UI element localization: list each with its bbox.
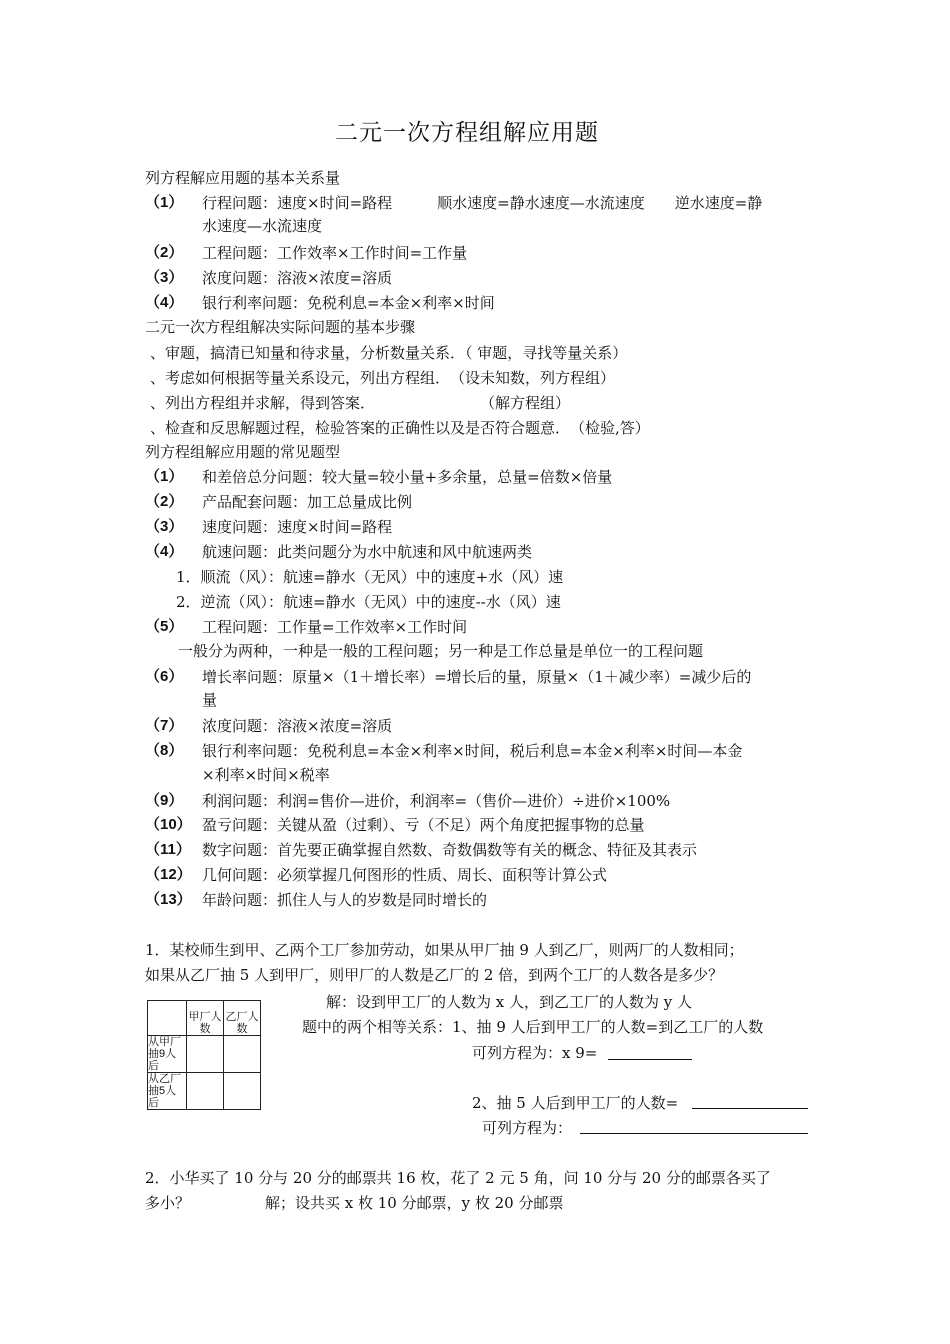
item-number: （3） — [145, 518, 184, 535]
section-heading-problem-types: 列方程组解应用题的常见题型 — [145, 443, 341, 461]
item-number: （2） — [145, 244, 184, 261]
problem1-text: 如果从乙厂抽 5 人到甲厂，则甲厂的人数是乙厂的 2 倍，到两个工厂的人数各是多少？ — [145, 966, 724, 984]
item-number: （10） — [145, 816, 192, 833]
item-number: （1） — [145, 468, 184, 485]
table-row-label: 从甲厂抽9人后 — [148, 1036, 187, 1073]
item-text-continued: 量 — [202, 691, 218, 709]
item-number: （2） — [145, 493, 184, 510]
item-text-continued: ×利率×时间×税率 — [202, 766, 330, 784]
item-text: 几何问题：必须掌握几何图形的性质、周长、面积等计算公式 — [202, 866, 608, 884]
step-text: 、列出方程组并求解，得到答案． （解方程组） — [150, 394, 571, 412]
section-heading-basic-relations: 列方程解应用题的基本关系量 — [145, 169, 341, 187]
item-text: 工程问题：工作效率×工作时间=工作量 — [202, 244, 468, 262]
table-answer-cell[interactable] — [187, 1036, 224, 1073]
problem2-text: 2．小华买了 10 分与 20 分的邮票共 16 枚，花了 2 元 5 角，问 10 分与 20 分的邮票各买了 — [145, 1169, 771, 1187]
item-text: 增长率问题：原量×（1＋增长率）=增长后的量，原量×（1＋减少率）=减少后的 — [202, 668, 752, 686]
item-text: 航速问题：此类问题分为水中航速和风中航速两类 — [202, 543, 533, 561]
table-answer-cell[interactable] — [224, 1036, 261, 1073]
item-text: 产品配套问题：加工总量成比例 — [202, 493, 413, 511]
answer-blank-line[interactable] — [580, 1133, 808, 1134]
solution-text: 解：设到甲工厂的人数为 x 人，到乙工厂的人数为 y 人 — [326, 993, 693, 1011]
note-text: 一般分为两种，一种是一般的工程问题；另一种是工作总量是单位一的工程问题 — [178, 642, 704, 660]
table-answer-cell[interactable] — [224, 1073, 261, 1110]
problem1-text: 1．某校师生到甲、乙两个工厂参加劳动，如果从甲厂抽 9 人到乙厂，则两厂的人数相同； — [145, 941, 744, 959]
item-number: （4） — [145, 543, 184, 560]
answer-blank-line[interactable] — [692, 1108, 808, 1109]
item-text: 数字问题：首先要正确掌握自然数、奇数偶数等有关的概念、特征及其表示 — [202, 841, 698, 859]
item-number: （12） — [145, 866, 192, 883]
table-corner-cell — [148, 1001, 187, 1036]
item-text: 和差倍总分问题：较大量=较小量+多余量，总量=倍数×倍量 — [202, 468, 613, 486]
equation-prompt: 可列方程为： — [482, 1119, 573, 1137]
equation-prompt: 可列方程为：x 9= — [472, 1044, 598, 1062]
item-number: （9） — [145, 792, 184, 809]
item-text: 浓度问题：溶液×浓度=溶质 — [202, 269, 393, 287]
table-row-label: 从乙厂抽5人后 — [148, 1073, 187, 1110]
sub-item-text: 2．逆流（风）：航速=静水（无风）中的速度--水（风）速 — [176, 593, 561, 611]
step-text: 、考虑如何根据等量关系设元，列出方程组． （设未知数，列方程组） — [150, 369, 616, 387]
item-number: （8） — [145, 742, 184, 759]
problem2-text: 多小？ 解；设共买 x 枚 10 分邮票，y 枚 20 分邮票 — [145, 1194, 564, 1212]
worksheet-table — [147, 1000, 261, 1110]
relation-text: 题中的两个相等关系：1、抽 9 人后到甲工厂的人数=到乙工厂的人数 — [302, 1018, 764, 1036]
table-header-cell: 甲厂人数 — [187, 1001, 224, 1036]
item-number: （6） — [145, 668, 184, 685]
item-number: （4） — [145, 294, 184, 311]
item-text-continued: 水速度—水流速度 — [202, 217, 323, 235]
answer-blank-line[interactable] — [608, 1059, 692, 1060]
item-text: 银行利率问题：免税利息=本金×利率×时间，税后利息=本金×利率×时间—本金 — [202, 742, 743, 760]
section-heading-solving-steps: 二元一次方程组解决实际问题的基本步骤 — [145, 318, 416, 336]
item-text: 工程问题：工作量=工作效率×工作时间 — [202, 618, 468, 636]
item-text: 浓度问题：溶液×浓度=溶质 — [202, 717, 393, 735]
step-text: 、审题，搞清已知量和待求量，分析数量关系．（ 审题，寻找等量关系） — [150, 344, 628, 362]
item-number: （5） — [145, 618, 184, 635]
table-answer-cell[interactable] — [187, 1073, 224, 1110]
item-number: （11） — [145, 841, 191, 858]
item-number: （1） — [145, 194, 184, 211]
item-number: （7） — [145, 717, 184, 734]
item-text: 盈亏问题：关键从盈（过剩）、亏（不足）两个角度把握事物的总量 — [202, 816, 645, 834]
item-number: （3） — [145, 269, 184, 286]
step-text: 、检查和反思解题过程，检验答案的正确性以及是否符合题意． （检验,答） — [150, 419, 650, 437]
sub-item-text: 1．顺流（风）：航速=静水（无风）中的速度+水（风）速 — [176, 568, 564, 586]
item-number: （13） — [145, 891, 192, 908]
item-text: 速度问题：速度×时间=路程 — [202, 518, 393, 536]
item-text: 利润问题：利润=售价—进价，利润率=（售价—进价）÷进价×100% — [202, 792, 671, 810]
item-text: 行程问题：速度×时间=路程 顺水速度=静水速度—水流速度 逆水速度=静 — [202, 194, 763, 212]
item-text: 银行利率问题：免税利息=本金×利率×时间 — [202, 294, 495, 312]
relation-text: 2、抽 5 人后到甲工厂的人数= — [472, 1094, 679, 1112]
table-header-cell: 乙厂人数 — [224, 1001, 261, 1036]
item-text: 年龄问题：抓住人与人的岁数是同时增长的 — [202, 891, 488, 909]
page-title: 二元一次方程组解应用题 — [335, 120, 599, 146]
